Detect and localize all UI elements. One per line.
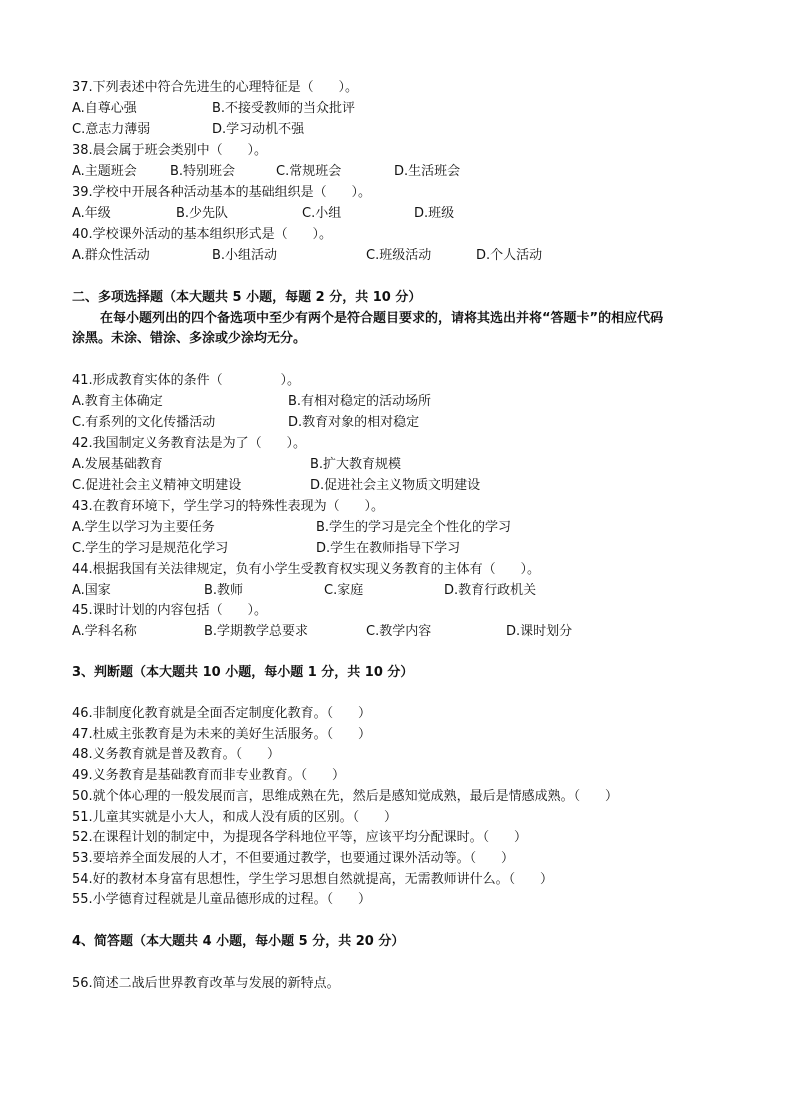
q45-option-a: A.学科名称 [72, 624, 137, 639]
q40-option-b: B.小组活动 [212, 248, 278, 263]
question-38-stem: 38.晨会属于班会类别中（ ）。 [72, 143, 267, 158]
question-41-stem: 41.形成教育实体的条件（ ）。 [72, 373, 301, 388]
q37-option-c: C.意志力薄弱 [72, 122, 151, 137]
q45-option-c: C.教学内容 [366, 624, 432, 639]
section-2-instructions-line2: 涂黑。未涂、错涂、多涂或少涂均无分。 [72, 331, 307, 346]
question-43-stem: 43.在教育环境下，学生学习的特殊性表现为（ ）。 [72, 499, 384, 514]
q44-option-d: D.教育行政机关 [444, 583, 537, 598]
q37-option-a: A.自尊心强 [72, 101, 137, 116]
q39-option-c: C.小组 [302, 206, 342, 221]
q44-option-b: B.教师 [204, 583, 244, 598]
q38-option-b: B.特别班会 [170, 164, 236, 179]
section-2-instructions-line1: 在每小题列出的四个备选项中至少有两个是符合题目要求的，请将其选出并将“答题卡”的相应代码 [100, 311, 664, 326]
question-40-stem: 40.学校课外活动的基本组织形式是（ ）。 [72, 227, 332, 242]
q44-option-c: C.家庭 [324, 583, 364, 598]
section-3-heading: 3、判断题（本大题共 10 小题，每小题 1 分，共 10 分） [72, 665, 414, 680]
q44-option-a: A.国家 [72, 583, 111, 598]
judgement-item: 49.义务教育是基础教育而非专业教育。（ ） [72, 768, 345, 783]
question-44-stem: 44.根据我国有关法律规定，负有小学生受教育权实现义务教育的主体有（ ）。 [72, 562, 540, 577]
q42-option-b: B.扩大教育规模 [310, 457, 402, 472]
judgement-item: 47.杜威主张教育是为未来的美好生活服务。（ ） [72, 727, 371, 742]
q43-option-c: C.学生的学习是规范化学习 [72, 541, 229, 556]
question-45-stem: 45.课时计划的内容包括（ ）。 [72, 603, 267, 618]
q45-option-b: B.学期教学总要求 [204, 624, 309, 639]
q43-option-b: B.学生的学习是完全个性化的学习 [316, 520, 512, 535]
q38-option-d: D.生活班会 [394, 164, 461, 179]
judgement-item: 54.好的教材本身富有思想性，学生学习思想自然就提高，无需教师讲什么。（ ） [72, 872, 553, 887]
q41-option-d: D.教育对象的相对稳定 [288, 415, 420, 430]
q45-option-d: D.课时划分 [506, 624, 573, 639]
q39-option-d: D.班级 [414, 206, 455, 221]
judgement-item: 50.就个体心理的一般发展而言，思维成熟在先，然后是感知觉成熟，最后是情感成熟。（ ） [72, 789, 618, 804]
judgement-item: 53.要培养全面发展的人才，不但要通过教学，也要通过课外活动等。（ ） [72, 851, 514, 866]
q40-option-a: A.群众性活动 [72, 248, 150, 263]
judgement-item: 46.非制度化教育就是全面否定制度化教育。（ ） [72, 706, 371, 721]
q42-option-a: A.发展基础教育 [72, 457, 163, 472]
judgement-item: 55.小学德育过程就是儿童品德形成的过程。（ ） [72, 892, 371, 907]
question-42-stem: 42.我国制定义务教育法是为了（ ）。 [72, 436, 306, 451]
q39-option-b: B.少先队 [176, 206, 229, 221]
q43-option-d: D.学生在教师指导下学习 [316, 541, 461, 556]
question-39-stem: 39.学校中开展各种活动基本的基础组织是（ ）。 [72, 185, 371, 200]
q37-option-d: D.学习动机不强 [212, 122, 305, 137]
judgement-item: 48.义务教育就是普及教育。（ ） [72, 747, 280, 762]
q38-option-c: C.常规班会 [276, 164, 342, 179]
question-37-stem: 37.下列表述中符合先进生的心理特征是（ ）。 [72, 80, 358, 95]
q41-option-c: C.有系列的文化传播活动 [72, 415, 216, 430]
section-4-heading: 4、简答题（本大题共 4 小题，每小题 5 分，共 20 分） [72, 934, 405, 949]
q39-option-a: A.年级 [72, 206, 111, 221]
q43-option-a: A.学生以学习为主要任务 [72, 520, 215, 535]
q42-option-c: C.促进社会主义精神文明建设 [72, 478, 242, 493]
q40-option-c: C.班级活动 [366, 248, 432, 263]
q41-option-a: A.教育主体确定 [72, 394, 163, 409]
judgement-item: 51.儿童其实就是小大人，和成人没有质的区别。（ ） [72, 810, 397, 825]
q41-option-b: B.有相对稳定的活动场所 [288, 394, 432, 409]
q37-option-b: B.不接受教师的当众批评 [212, 101, 356, 116]
q42-option-d: D.促进社会主义物质文明建设 [310, 478, 481, 493]
section-2-heading: 二、多项选择题（本大题共 5 小题，每题 2 分，共 10 分） [72, 290, 422, 305]
q38-option-a: A.主题班会 [72, 164, 137, 179]
question-56-stem: 56.简述二战后世界教育改革与发展的新特点。 [72, 976, 340, 991]
judgement-item: 52.在课程计划的制定中，为提现各学科地位平等，应该平均分配课时。（ ） [72, 830, 527, 845]
q40-option-d: D.个人活动 [476, 248, 543, 263]
